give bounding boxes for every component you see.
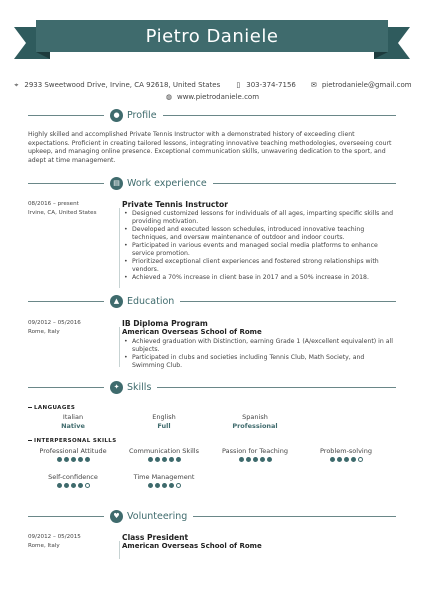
section-title: Education [127, 295, 175, 307]
rating-dot-filled [337, 457, 342, 462]
phone-icon: ▯ [236, 81, 241, 89]
rating-dot-empty [85, 483, 90, 488]
pin-icon: ⌖ [14, 81, 19, 89]
rating-dot-filled [64, 457, 69, 462]
job-bullets [122, 210, 396, 282]
education-entry [28, 319, 396, 369]
list-item: • Participated in clubs and societies including Tennis Club, Math Society, and Swimming Club. [122, 354, 396, 370]
section-volunteering-header [28, 509, 396, 523]
rating-dots [207, 457, 303, 462]
rating-dot-filled [344, 457, 349, 462]
rating-dots [298, 457, 394, 462]
rating-dot-filled [148, 457, 153, 462]
rating-dot-filled [246, 457, 251, 462]
language-item: English Full [152, 413, 176, 430]
rating-dots [25, 457, 121, 462]
degree-title: IB Diploma Program [122, 319, 208, 328]
rating-dot-filled [78, 483, 83, 488]
list-item: • Prioritized exceptional client experiences and fostered strong relationships with vendors. [122, 258, 396, 274]
list-item: • Participated in various events and managed social media platforms to enhance service promotion. [122, 242, 396, 258]
language-item: Spanish Professional [232, 413, 278, 430]
rating-dot-filled [71, 483, 76, 488]
section-education-header [28, 294, 396, 308]
skill-item: Passion for Teaching [207, 447, 303, 462]
rating-dot-filled [330, 457, 335, 462]
list-item: • Designed customized lessons for individuals of all ages, imparting specific skills and providing motivation. [122, 210, 396, 226]
rating-dot-empty [358, 457, 363, 462]
rating-dot-filled [267, 457, 272, 462]
profile-summary: Highly skilled and accomplished Private Tennis Instructor with a demonstrated history of exceeding client expectations. Proficient in creating tailored lessons, integrating innovative teaching methodologies, overseeing court upkeep, and managing online presence. Exceptional communication skills, unwavering dedication to the sport, and adept at time management. [28, 131, 392, 164]
email-link[interactable]: pietrodaniele@gmail.com [321, 81, 412, 89]
entry-dates: 09/2012 – 05/2016 [28, 320, 81, 326]
contact-row-1 [0, 80, 424, 90]
rating-dot-filled [57, 457, 62, 462]
rating-dot-filled [148, 483, 153, 488]
skill-item: Problem-solving [298, 447, 394, 462]
rating-dots [116, 483, 212, 488]
rating-dot-filled [176, 457, 181, 462]
skill-item: Communication Skills [116, 447, 212, 462]
rating-dot-filled [71, 457, 76, 462]
list-item: • Achieved a 70% increase in client base in 2017 and a 50% increase in 2018. [122, 274, 396, 282]
rating-dot-filled [351, 457, 356, 462]
education-bullets [122, 338, 396, 370]
rating-dot-filled [155, 457, 160, 462]
rating-dot-empty [176, 483, 181, 488]
section-title: Skills [127, 381, 152, 393]
rating-dot-filled [169, 483, 174, 488]
rating-dot-filled [239, 457, 244, 462]
address-text: 2933 Sweetwood Drive, Irvine, CA 92618, United States [24, 81, 221, 89]
rating-dot-filled [155, 483, 160, 488]
volunteering-entry [28, 533, 396, 563]
skill-item: Time Management [116, 473, 212, 488]
phone-text: 303-374-7156 [246, 81, 296, 89]
skill-item: Professional Attitude [25, 447, 121, 462]
rating-dot-filled [260, 457, 265, 462]
rating-dot-filled [169, 457, 174, 462]
contact-row-2 [0, 92, 424, 102]
section-profile-header [28, 108, 396, 122]
candidate-name: Pietro Daniele [145, 25, 279, 47]
envelope-icon: ✉ [310, 81, 317, 89]
globe-icon: ◍ [165, 93, 173, 101]
entry-dates: 09/2012 – 05/2015 [28, 534, 81, 540]
person-icon: ● [110, 109, 123, 122]
header-ribbon [36, 20, 388, 52]
rating-dot-filled [57, 483, 62, 488]
heart-icon: ♥ [110, 510, 123, 523]
section-title: Work experience [127, 177, 207, 189]
rating-dot-filled [85, 457, 90, 462]
school-name: American Overseas School of Rome [122, 328, 262, 336]
rating-dot-filled [162, 457, 167, 462]
graduation-cap-icon: ▲ [110, 295, 123, 308]
entry-meta [28, 200, 118, 218]
list-item: • Developed and executed lesson schedules, introduced innovative teaching techniques, and oversaw maintenance of outdoor and indoor courts. [122, 226, 396, 242]
section-work-header [28, 176, 396, 190]
rating-dots [25, 483, 121, 488]
entry-location: Irvine, CA, United States [28, 210, 97, 216]
org-name: American Overseas School of Rome [122, 542, 262, 550]
rating-dot-filled [253, 457, 258, 462]
job-title: Private Tennis Instructor [122, 200, 228, 209]
section-skills-header [28, 380, 396, 394]
section-title: Profile [127, 109, 157, 121]
entry-location: Rome, Italy [28, 543, 60, 549]
language-item: Italian Native [61, 413, 85, 430]
entry-dates: 08/2016 – present [28, 201, 79, 207]
rating-dots [116, 457, 212, 462]
rating-dot-filled [64, 483, 69, 488]
work-entry [28, 200, 396, 290]
skill-item: Self-confidence [25, 473, 121, 488]
website-link[interactable]: www.pietrodaniele.com [176, 93, 260, 101]
languages-label: LANGUAGES [28, 405, 75, 411]
contact-info [0, 80, 424, 102]
interpersonal-label: INTERPERSONAL SKILLS [28, 438, 117, 444]
briefcase-icon: ▤ [110, 177, 123, 190]
role-title: Class President [122, 533, 189, 542]
rating-dot-filled [162, 483, 167, 488]
skills-icon: ✦ [110, 381, 123, 394]
list-item: • Achieved graduation with Distinction, earning Grade 1 (A/excellent equivalent) in all subjects. [122, 338, 396, 354]
rating-dot-filled [78, 457, 83, 462]
section-title: Volunteering [127, 510, 188, 522]
entry-location: Rome, Italy [28, 329, 60, 335]
